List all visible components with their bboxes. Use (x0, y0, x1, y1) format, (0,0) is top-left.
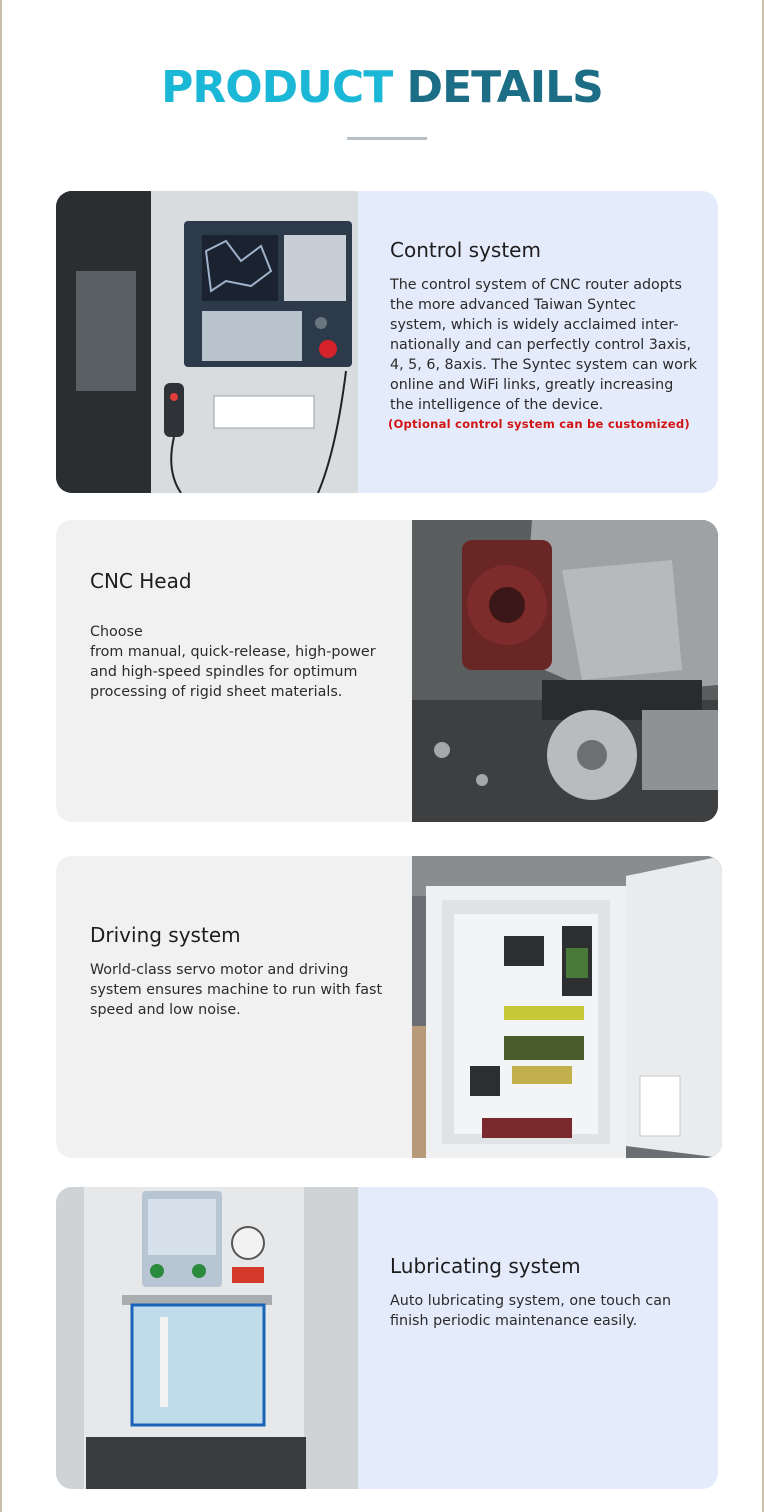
section-lubricating-system (56, 1187, 718, 1489)
section-cnc-head (56, 520, 718, 822)
driving-system-text (90, 922, 390, 1020)
section-heading: Driving system (90, 923, 241, 947)
section-body: Auto lubricating system, one touch can finish periodic maintenance easily. (390, 1293, 672, 1329)
section-body: Choose from manual, quick-release, high-power and high-speed spindles for optimum processing of rigid sheet materials. (90, 624, 376, 700)
optional-note: (Optional control system can be customized) (388, 417, 690, 431)
cnc-head-photo (412, 520, 718, 822)
page-title-part1: PRODUCT (161, 62, 393, 113)
section-heading: Control system (390, 238, 541, 262)
section-body: The control system of CNC router adopts the more advanced Taiwan Syntec system, which is widely acclaimed inter- nationally and can perfectly control 3axis, 4, 5, 6, 8axis. The Syntec system can work online and WiFi links, greatly increasing the intelligence of the device. (390, 277, 697, 413)
control-system-text (390, 237, 710, 433)
title-divider (347, 137, 427, 140)
page-frame-left (0, 0, 2, 1512)
section-heading: CNC Head (90, 569, 192, 593)
driving-system-photo (412, 856, 722, 1158)
section-body: World-class servo motor and driving system ensures machine to run with fast speed and low noise. (90, 962, 383, 1018)
section-driving-system (56, 856, 722, 1158)
cnc-head-text (90, 568, 390, 702)
lubricating-system-text (390, 1253, 710, 1331)
lubricating-system-photo (56, 1187, 358, 1489)
page-title-part2: DETAILS (406, 62, 603, 113)
page-title (0, 62, 764, 114)
control-system-photo (56, 191, 358, 493)
section-heading: Lubricating system (390, 1254, 581, 1278)
section-control-system (56, 191, 718, 493)
